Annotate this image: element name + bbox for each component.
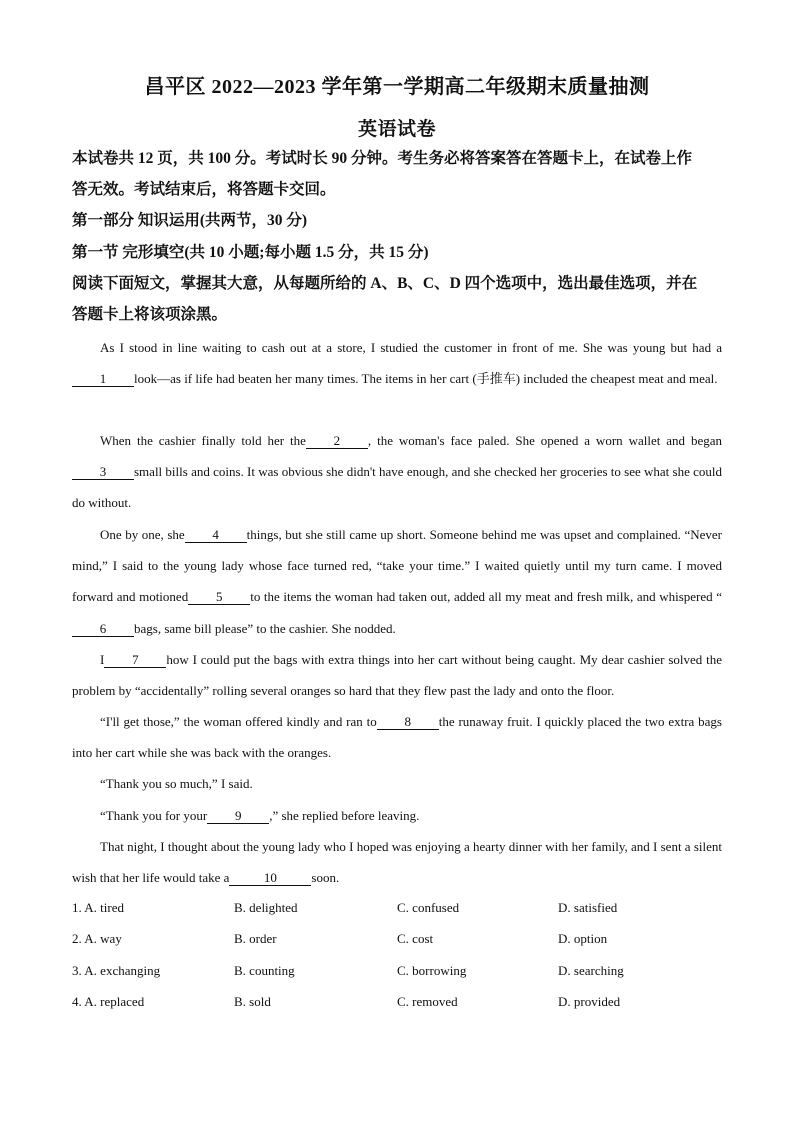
section-heading: 第一节 完形填空(共 10 小题;每小题 1.5 分，共 15 分) xyxy=(72,244,429,261)
option-a: 2. A. way xyxy=(72,931,122,946)
exam-title: 昌平区 2022—2023 学年第一学期高二年级期末质量抽测 xyxy=(144,76,650,98)
passage-paragraph-2 xyxy=(72,425,722,519)
passage-text: the runaway fruit. I quickly placed the two extra bags into her cart while she was back with the oranges. xyxy=(72,714,722,761)
option-a: 3. A. exchanging xyxy=(72,963,161,978)
question-row-1 xyxy=(72,900,722,920)
part-heading: 第一部分 知识运用(共两节，30 分) xyxy=(72,212,308,229)
question-row-3 xyxy=(72,963,722,983)
passage-text: bags, same bill please” to the cashier. She nodded. xyxy=(134,620,396,636)
option-c: C. removed xyxy=(397,994,458,1009)
question-row-4 xyxy=(72,994,722,1014)
option-a: 1. A. tired xyxy=(72,900,124,915)
option-b: B. sold xyxy=(234,994,271,1009)
passage-paragraph-6 xyxy=(72,768,722,799)
passage-paragraph-8 xyxy=(72,831,722,893)
passage-text: “Thank you for your xyxy=(100,808,208,823)
option-c: C. confused xyxy=(397,900,460,915)
passage-text: to the items the woman had taken out, added all my meat and fresh milk, and whispered “ xyxy=(250,589,722,605)
blank-8: 8 xyxy=(377,715,439,730)
blank-5: 5 xyxy=(188,590,250,605)
option-c: C. borrowing xyxy=(397,963,467,978)
passage-text: That night, I thought about the young lady who I hoped was enjoying a hearty dinner with her family, and I sent a silent wish that her life would take a xyxy=(72,839,722,886)
blank-9: 9 xyxy=(207,809,269,824)
option-b: B. order xyxy=(234,931,277,946)
passage-text: soon. xyxy=(311,870,340,886)
passage-text: One by one, she xyxy=(100,527,185,542)
passage-text: how I could put the bags with extra things into her cart without being caught. My dear cashier solved the problem by “accidentally” rolling several oranges so hard that they flew past the lady and onto the floor. xyxy=(72,652,722,699)
blank-3: 3 xyxy=(72,465,134,480)
option-d: D. satisfied xyxy=(558,900,618,915)
passage-text: When the cashier finally told her the xyxy=(100,433,306,448)
question-row-2 xyxy=(72,931,722,951)
passage-text: “Thank you so much,” I said. xyxy=(100,776,253,791)
blank-7: 7 xyxy=(104,653,166,668)
passage-text: small bills and coins. It was obvious she didn't have enough, and she checked her groceries to see what she could do without. xyxy=(72,464,722,511)
option-b: B. counting xyxy=(234,963,295,978)
blank-1: 1 xyxy=(72,372,134,387)
exam-subtitle: 英语试卷 xyxy=(357,119,436,140)
instruction-line-2: 答无效。考试结束后，将答题卡交回。 xyxy=(72,181,336,198)
passage-paragraph-1 xyxy=(72,332,722,394)
option-a: 4. A. replaced xyxy=(72,994,145,1009)
passage-text: As I stood in line waiting to cash out at a store, I studied the customer in front of me. She was young but had a xyxy=(100,340,722,355)
passage-paragraph-7 xyxy=(72,800,722,831)
option-b: B. delighted xyxy=(234,900,298,915)
passage-paragraph-5 xyxy=(72,706,722,768)
blank-2: 2 xyxy=(306,434,368,449)
option-c: C. cost xyxy=(397,931,434,946)
passage-text: I xyxy=(100,652,105,667)
passage-text: , the woman's face paled. She opened a worn wallet and began xyxy=(367,433,722,448)
passage-text: “I'll get those,” the woman offered kindly and ran to xyxy=(100,714,377,729)
instruction-line-1: 本试卷共 12 页，共 100 分。考试时长 90 分钟。考生务必将答案答在答题卡上，在试卷上作 xyxy=(72,150,693,167)
directions-line-1: 阅读下面短文，掌握其大意，从每题所给的 A、B、C、D 四个选项中，选出最佳选项，并在 xyxy=(72,275,698,292)
passage-text: ,” she replied before leaving. xyxy=(269,808,420,823)
passage-paragraph-3 xyxy=(72,519,722,644)
blank-6: 6 xyxy=(72,622,134,637)
option-d: D. searching xyxy=(558,963,624,978)
blank-4: 4 xyxy=(185,528,247,543)
blank-10: 10 xyxy=(229,871,311,886)
passage-text: things, but she still came up short. Someone behind me was upset and complained. “Never mind,” I said to the young lady whose face turned red, “take your time.” I waited quietly until my turn came. I moved forward and motioned xyxy=(72,527,722,605)
passage-paragraph-4 xyxy=(72,644,722,706)
passage-text: look—as if life had beaten her many times. The items in her cart (手推车) included the cheapest meat and meal. xyxy=(134,371,718,387)
directions-line-2: 答题卡上将该项涂黑。 xyxy=(72,306,228,323)
option-d: D. provided xyxy=(558,994,621,1009)
option-d: D. option xyxy=(558,931,608,946)
